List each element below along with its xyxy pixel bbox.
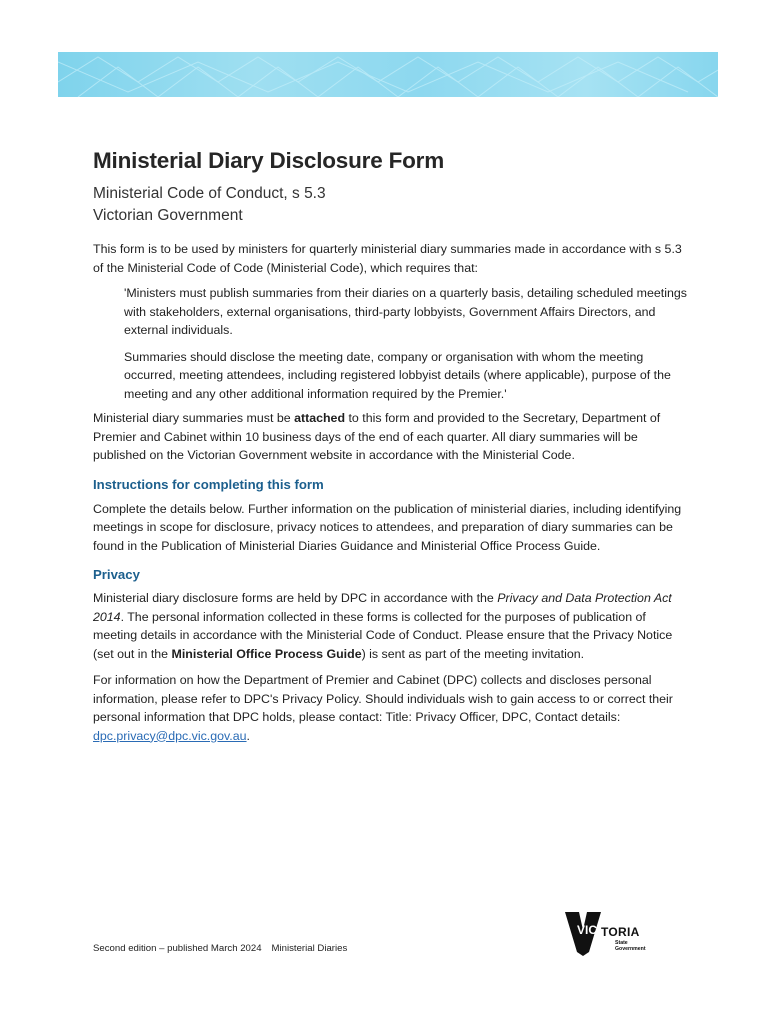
subtitle-government: Victorian Government [93, 207, 243, 224]
header-banner [58, 52, 718, 97]
footer-series: Ministerial Diaries [271, 943, 348, 954]
privacy-text-a: Ministerial diary disclosure forms are held by DPC in accordance with the [93, 591, 498, 605]
logo-wordmark: TORIA [601, 925, 640, 939]
instructions-paragraph: Complete the details below. Further information on the publication of ministerial diaries, including identifying meetings in scope for disclosure, privacy notices to attendees, and preparation of diary summaries can be found in the Publication of Ministerial Diaries Guidance and Ministerial Office Process Guide. [93, 501, 682, 553]
footer [93, 943, 347, 954]
subtitle [93, 183, 693, 227]
quote-paragraph-2: Summaries should disclose the meeting date, company or organisation with whom the meeting occurred, meeting attendees, including registered lobbyist details (where applicable), purpose of the meeting and any other additional information required by the Premier.' [124, 349, 671, 401]
attachment-paragraph [93, 409, 693, 465]
privacy-email-link[interactable]: dpc.privacy@dpc.vic.gov.au [93, 728, 247, 743]
contact-text: For information on how the Department of Premier and Cabinet (DPC) collects and discloses personal information, please refer to DPC's Privacy Policy. Should individuals wish to gain access to or correct their personal information that DPC holds, please contact: Title: Privacy Officer, DPC, Contact details: [93, 673, 673, 724]
attachment-bold: attached [294, 411, 346, 425]
intro-paragraph: This form is to be used by ministers for quarterly ministerial diary summaries made in accordance with s 5.3 of the Ministerial Code of Code (Ministerial Code), which requires that: [93, 242, 682, 275]
logo-state: State [615, 940, 628, 946]
privacy-text-b: . The personal information collected in these forms is collected for the purposes of publication of meeting details in accordance with the Ministerial Code of Conduct. Please ensure that the Privacy Notice (set out in the [93, 609, 673, 661]
privacy-act-title: Privacy and Data Protection Act 2014 [93, 591, 672, 624]
privacy-paragraph [93, 589, 693, 663]
privacy-text-c: ) is sent as part of the meeting invitation. [361, 646, 585, 661]
instructions-heading: Instructions for completing this form [93, 476, 324, 492]
logo-government: Government [615, 946, 646, 952]
attachment-text-a: Ministerial diary summaries must be [93, 411, 295, 425]
quote-paragraph-1: 'Ministers must publish summaries from their diaries on a quarterly basis, detailing scheduled meetings with stakeholders, external organisations, third-party lobbyists, Government Affairs Directors, and external individuals. [124, 286, 687, 337]
contact-end: . [246, 728, 250, 743]
banner-pattern [58, 52, 718, 97]
attachment-text-b: to this form and provided to the Secretary, Department of Premier and Cabinet within 10 business days of the end of each quarter. All diary summaries will be published on the Victorian Government website in accordance with the Ministerial Code. [93, 411, 661, 462]
page-title: Ministerial Diary Disclosure Form [93, 148, 445, 173]
process-guide-title: Ministerial Office Process Guide [171, 646, 362, 661]
contact-paragraph [93, 671, 693, 745]
svg-text:VIC: VIC [577, 923, 598, 937]
footer-edition: Second edition – published March 2024 [93, 943, 262, 954]
logo-subtext [615, 940, 646, 952]
form-content [93, 148, 693, 745]
subtitle-code: Ministerial Code of Conduct, s 5.3 [93, 185, 326, 202]
privacy-heading: Privacy [93, 567, 140, 582]
